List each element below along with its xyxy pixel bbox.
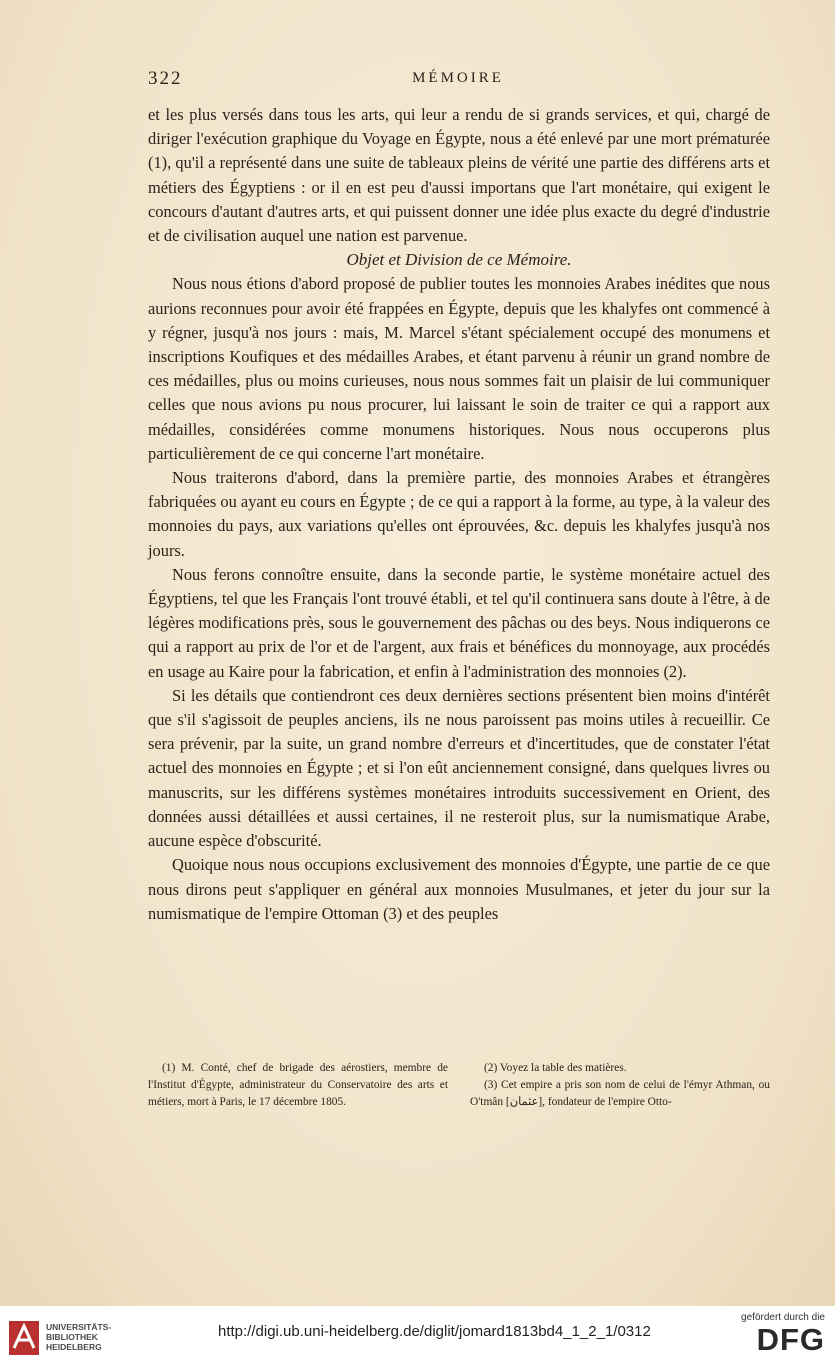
paragraph: Nous ferons connoître ensuite, dans la seconde partie, le système monétaire actuel des Égyptiens, tel que les Français l'ont trouvé établi, et tel qu'il continuera sans doute à l'être, à de légères modifications près, sous le gouvernement des pâchas ou des beys. Nous indiquerons ce qui a rapport au prix de l'or et de l'argent, aux frais et bénéfices du monnoyage, aux procédés en usage au Kaire pour la fabrication, et enfin à l'administration des monnoies (2).	[148, 564, 770, 681]
library-name: UNIVERSITÄTS- BIBLIOTHEK HEIDELBERG	[46, 1322, 112, 1352]
dfg-wordmark: DFG	[756, 1322, 825, 1357]
university-library-logo[interactable]	[8, 1316, 118, 1360]
paragraph: Nous nous étions d'abord proposé de publier toutes les monnoies Arabes inédites que nous aurions reconnues pour avoir été frappées en Égypte, depuis que les khalyfes ont commencé à y régner, jusqu'à nos jours : mais, M. Marcel s'étant spécialement occupé des monumens et inscriptions Koufiques et des médailles Arabes, et étant parvenu à réunir un grand nombre de ces médailles, plus ou moins curieuses, nous nous sommes fait un plaisir de lui communiquer celles que nous avions pu nous procurer, lui laissant le soin de traiter ce qui a rapport aux médailles, considérées comme monumens historiques. Nous nous occuperons plus particulièrement de ce qui concerne l'art monétaire.	[148, 274, 770, 463]
paragraph: Nous traiterons d'abord, dans la première partie, des monnoies Arabes et étrangères fabriquées ou ayant eu cours en Égypte ; de ce qui a rapport à la forme, au type, à la valeur des monnoies du pays, aux variations qu'elles ont éprouvées, &c. depuis les khalyfes jusqu'à nos jours.	[148, 468, 770, 560]
viewer-footer	[0, 1306, 835, 1369]
paragraph: Quoique nous nous occupions exclusivement des monnoies d'Égypte, une partie de ce que nous dirons peut s'appliquer en général aux monnoies Musulmanes, et jeter du jour sur la numismatique de l'empire Ottoman (3) et des peuples	[148, 855, 770, 923]
dfg-logo[interactable]	[730, 1312, 825, 1364]
library-emblem-icon	[8, 1320, 40, 1356]
paragraph: et les plus versés dans tous les arts, qui leur a rendu de si grands services, et qui, chargé de diriger l'exécution graphique du Voyage en Égypte, nous a été enlevé par une mort prématurée (1), qu'il a représenté dans une suite de tableaux pleins de vérité une partie des différens arts et métiers des Égyptiens : or il en est peu d'aussi importans que l'art monétaire, qui exigent le concours d'autant d'autres arts, et qui puissent donner une idée plus exacte du degré d'industrie et de civilisation auquel une nation est parvenue.	[148, 105, 770, 246]
footnote: (2) Voyez la table des matières.	[484, 1062, 627, 1074]
paragraph: Si les détails que contiendront ces deux dernières sections présentent bien moins d'intérêt que s'il s'agissoit de peuples anciens, ils ne nous paroissent pas moins utiles à recueillir. Ce sera prévenir, par la suite, un grand nombre d'erreurs et d'incertitudes, que de constater l'état actuel des monnoies en Égypte ; et si l'on eût anciennement consigné, dans quelques livres ou manuscrits, sur les différens systèmes monétaires introduits successivement en Orient, des données aussi détaillées et aussi certaines, il ne resteroit plus, sur la numismatique Arabe, aucune espèce d'obscurité.	[148, 685, 770, 851]
footnote: (1) M. Conté, chef de brigade des aérostiers, membre de l'Institut d'Égypte, administrateur du Conservatoire des arts et métiers, mort à Paris, le 17 décembre 1805.	[148, 1062, 448, 1108]
section-title: Objet et Division de ce Mémoire.	[346, 250, 572, 270]
page-header	[148, 68, 768, 94]
funding-note: gefördert durch die	[741, 1312, 825, 1323]
body-text	[148, 103, 770, 926]
permalink-url[interactable]: http://digi.ub.uni-heidelberg.de/diglit/jomard1813bd4_1_2_1/0312	[218, 1323, 651, 1340]
running-head: MÉMOIRE	[412, 70, 504, 86]
footnote-column-right	[470, 1060, 770, 1111]
page-number: 322	[148, 68, 183, 89]
footnote-column-left	[148, 1060, 448, 1111]
footnote: (3) Cet empire a pris son nom de celui de l'émyr Athman, ou O'tmân [عثمان], fondateur de l'empire Otto-	[470, 1079, 770, 1108]
footnotes	[148, 1060, 770, 1111]
